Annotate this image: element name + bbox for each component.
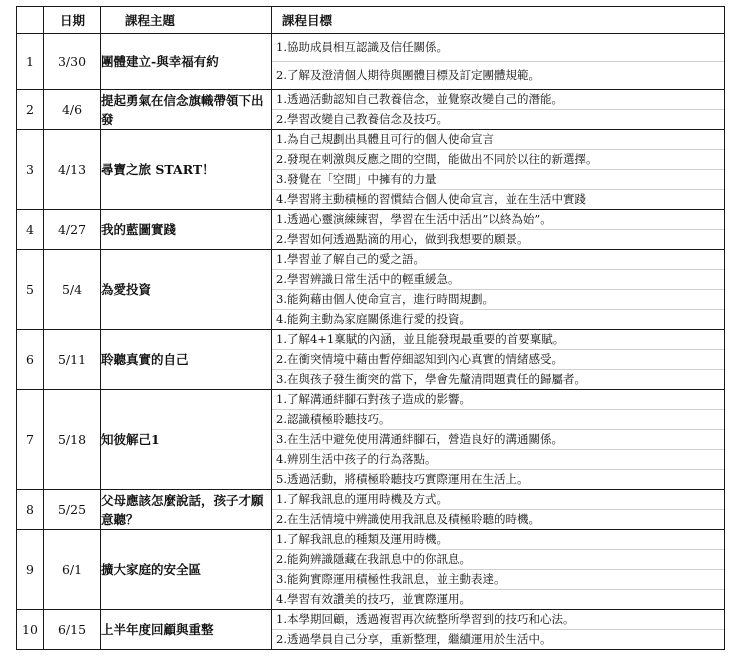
session-date: 5/4 [44, 250, 101, 330]
session-number: 5 [17, 250, 44, 330]
session-topic: 我的藍圖實踐 [101, 210, 272, 250]
course-schedule-table [16, 6, 725, 650]
session-date: 3/30 [44, 34, 101, 90]
session-number: 8 [17, 490, 44, 530]
session-topic: 為愛投資 [101, 250, 272, 330]
goal-item: 2.發現在刺激與反應之間的空間，能做出不同於以往的新選擇。 [272, 149, 724, 169]
header-row [17, 7, 725, 34]
course-schedule [16, 6, 724, 650]
goal-item: 3.在生活中避免使用溝通絆腳石，營造良好的溝通關係。 [272, 429, 724, 449]
goal-item: 2.能夠辨識隱藏在我訊息中的你訊息。 [272, 549, 724, 569]
header-number [17, 7, 44, 34]
table-row [17, 610, 725, 650]
session-date: 5/11 [44, 330, 101, 390]
goal-item: 1.透過心靈演練練習，學習在生活中活出”以終為始”。 [276, 212, 552, 226]
table-row [17, 34, 725, 90]
session-date: 4/27 [44, 210, 101, 250]
session-goals [272, 34, 725, 90]
goal-item: 1.學習並了解自己的愛之語。 [276, 252, 425, 266]
session-goals [272, 210, 725, 250]
session-topic: 尋寶之旅 START！ [101, 130, 272, 210]
table-row [17, 490, 725, 530]
session-goals [272, 130, 725, 210]
session-date: 4/13 [44, 130, 101, 210]
goal-item: 2.在衝突情境中藉由暫停細認知到內心真實的情緒感受。 [272, 349, 724, 369]
table-row [17, 330, 725, 390]
session-topic: 上半年度回顧與重整 [101, 610, 272, 650]
session-goals [272, 90, 725, 130]
goal-item: 1.為自己規劃出具體且可行的個人使命宣言 [276, 132, 494, 146]
session-number: 4 [17, 210, 44, 250]
goal-item: 2.學習辨識日常生活中的輕重緩急。 [272, 269, 724, 289]
session-goals [272, 530, 725, 610]
table-row [17, 90, 725, 130]
goal-item: 4.能夠主動為家庭關係進行愛的投資。 [272, 309, 724, 329]
goal-item: 2.了解及澄清個人期待與團體目標及訂定團體規範。 [272, 61, 724, 89]
table-body [17, 34, 725, 650]
goal-item: 2.學習改變自己教養信念及技巧。 [272, 109, 724, 129]
table-row [17, 530, 725, 610]
session-goals [272, 250, 725, 330]
session-topic: 團體建立-與幸福有約 [101, 34, 272, 90]
session-number: 2 [17, 90, 44, 130]
table-row [17, 210, 725, 250]
goal-item: 1.了解我訊息的運用時機及方式。 [276, 492, 448, 506]
session-goals [272, 490, 725, 530]
session-number: 9 [17, 530, 44, 610]
session-topic: 知彼解己1 [101, 390, 272, 490]
goal-item: 2.學習如何透過點滴的用心，做到我想要的願景。 [272, 229, 724, 249]
session-number: 7 [17, 390, 44, 490]
header-goals: 課程目標 [272, 7, 725, 34]
goal-item: 4.學習將主動積極的習慣結合個人使命宣言，並在生活中實踐 [272, 189, 724, 209]
session-number: 10 [17, 610, 44, 650]
goal-item: 2.在生活情境中辨識使用我訊息及積極聆聽的時機。 [272, 509, 724, 529]
session-date: 4/6 [44, 90, 101, 130]
session-number: 6 [17, 330, 44, 390]
table-row [17, 390, 725, 490]
session-number: 1 [17, 34, 44, 90]
goal-item: 5.透過活動，將積極聆聽技巧實際運用在生活上。 [272, 469, 724, 489]
session-topic: 父母應該怎麼說話，孩子才願意聽？ [101, 490, 272, 530]
goal-item: 3.在與孩子發生衝突的當下，學會先釐清問題責任的歸屬者。 [272, 369, 724, 389]
session-date: 6/1 [44, 530, 101, 610]
session-number: 3 [17, 130, 44, 210]
session-topic: 擴大家庭的安全區 [101, 530, 272, 610]
session-topic: 提起勇氣在信念旗幟帶領下出發 [101, 90, 272, 130]
session-date: 5/25 [44, 490, 101, 530]
table-row [17, 130, 725, 210]
goal-item: 4.學習有效讚美的技巧，並實際運用。 [272, 589, 724, 609]
goal-item: 1.了解我訊息的種類及運用時機。 [276, 532, 448, 546]
session-date: 6/15 [44, 610, 101, 650]
session-goals [272, 390, 725, 490]
goal-item: 4.辨別生活中孩子的行為落點。 [272, 449, 724, 469]
header-topic: 課程主題 [101, 7, 272, 34]
goal-item: 1.透過活動認知自己教養信念，並覺察改變自己的潛能。 [276, 92, 563, 106]
goal-item: 1.協助成員相互認識及信任關係。 [276, 40, 448, 54]
session-date: 5/18 [44, 390, 101, 490]
goal-item: 3.能夠實際運用積極性我訊息，並主動表達。 [272, 569, 724, 589]
goal-item: 2.認識積極聆聽技巧。 [272, 409, 724, 429]
session-goals [272, 610, 725, 650]
session-goals [272, 330, 725, 390]
table-row [17, 250, 725, 330]
session-topic: 聆聽真實的自己 [101, 330, 272, 390]
goal-item: 2.透過學員自己分享，重新整理，繼續運用於生活中。 [272, 629, 724, 649]
goal-item: 1.了解溝通絆腳石對孩子造成的影響。 [276, 392, 471, 406]
header-date: 日期 [44, 7, 101, 34]
goal-item: 3.發覺在「空間」中擁有的力量 [272, 169, 724, 189]
goal-item: 1.了解4+1稟賦的內涵，並且能發現最重要的首要稟賦。 [276, 332, 565, 346]
goal-item: 1.本學期回顧，透過複習再次統整所學習到的技巧和心法。 [276, 612, 575, 626]
goal-item: 3.能夠藉由個人使命宣言，進行時間規劃。 [272, 289, 724, 309]
